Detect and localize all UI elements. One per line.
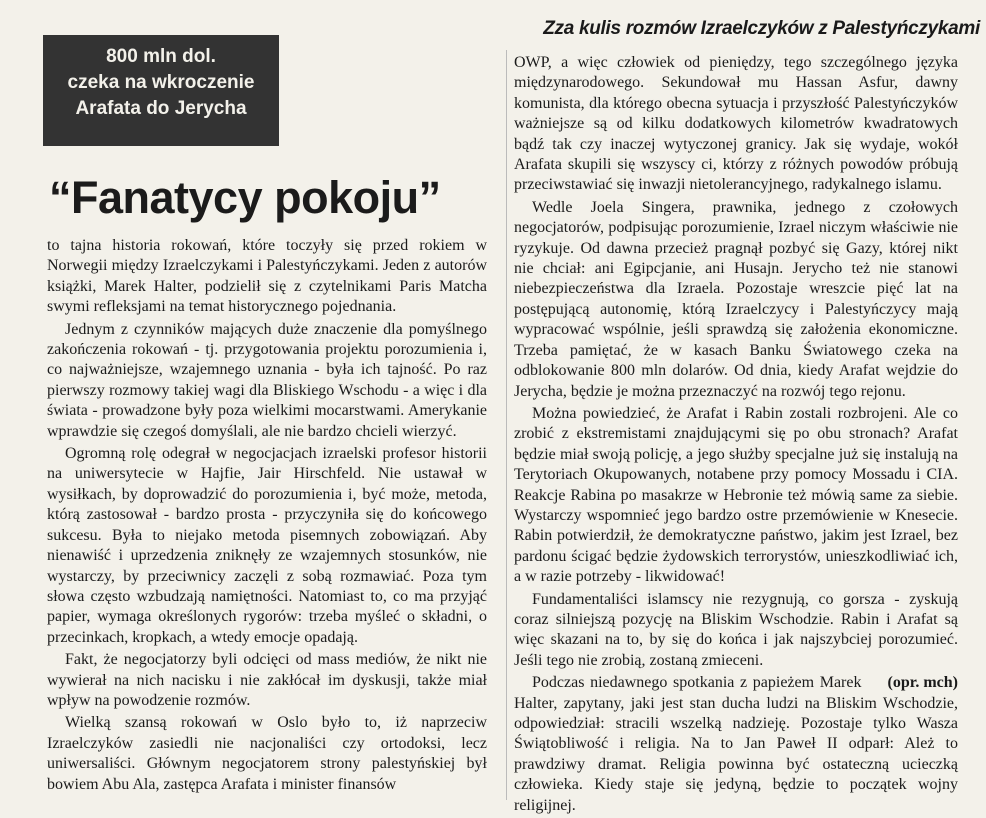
deck-line-1: 800 mln dol. bbox=[106, 46, 216, 67]
paragraph: Fakt, że negocjatorzy byli odcięci od mass mediów, że nikt nie wywierał na nich nacisku i nie zakłócał im dyskusji, także miał wpływ na powodzenie rozmów. bbox=[47, 651, 487, 709]
paragraph: Wielką szansą rokowań w Oslo było to, iż naprzeciw Izraelczyków zasiedli nie nacjonaliści czy ortodoksi, lecz uniwersaliści. Głównym negocjatorem strony palestyńskiej był bowiem Abu Ala, zastępca Arafata i minister finansów bbox=[47, 714, 487, 793]
paragraph: Jednym z czynników mających duże znaczenie dla pomyślnego zakończenia rokowań - tj. przygotowania projektu porozumienia i, co najważniejsze, wzajemnego uznania - była ich tajność. Po raz pierwszy rozmowy takiej wagi dla Bliskiego Wschodu - a więc i dla świata - prowadzone były poza wielkimi mocarstwami. Amerykanie wprawdzie się czegoś domyślali, ale nie bardzo chcieli wierzyć. bbox=[47, 320, 487, 440]
paragraph: Wedle Joela Singera, prawnika, jednego z czołowych negocjatorów, podpisując porozumienie, Izrael niczym właściwie nie ryzykuje. Od dawna przecież pragnął pozbyć się Gazy, której nikt nie chciał: ani Egipcjanie, ani Husajn. Jerycho też nie stanowi niebezpieczeństwa dla Izraela. Pozostaje wreszcie pięć lat na postępującą autonomię, którą Izraelczycy i Palestyńczycy mają wypracować wspólnie, jeśli sprawdzą się założenia ekonomiczne. Trzeba pamiętać, że w kasach Banku Światowego czeka na odblokowanie 800 mln dolarów. Od dnia, kiedy Arafat wejdzie do Jerycha, będzie je można przeznaczyć na rozwój tego rejonu. bbox=[514, 198, 958, 400]
paragraph: Fundamentaliści islamscy nie rezygnują, co gorsza - zyskują coraz silniejszą pozycję na Bliskim Wschodzie. Rabin i Arafat są więc skazani na to, by się do końca i jak najszybciej porozumieć. Jeśli tego nie zrobią, zostaną zmieceni. bbox=[514, 590, 958, 669]
paragraph: to tajna historia rokowań, które toczyły się przed rokiem w Norwegii między Izraelczykami i Palestyńczykami. Jeden z autorów książki, Marek Halter, podzielił się z czytelnikami Paris Matcha swymi refleksjami na temat historycznego pojednania. bbox=[47, 237, 487, 316]
right-column bbox=[514, 53, 958, 818]
signature: (opr. mch) bbox=[887, 674, 958, 692]
deck-line-3: Arafata do Jerycha bbox=[75, 98, 247, 119]
paragraph-text: Podczas niedawnego spotkania z papieżem Marek Halter, zapytany, jaki jest stan ducha ludzi na Bliskim Wschodzie, odpowiedział: stracili wszelką nadzieję. Pozostaje tylko Wasza Świątobliwość i religia. Na to Jan Paweł II odparł: Ależ to prawdziwy dramat. Religia powinna być ostateczną ucieczką człowieka. Kiedy staje się jedyną, będzie to początek wojny religijnej. bbox=[514, 674, 958, 814]
kicker-title: Zza kulis rozmów Izraelczyków z Palestyńczykami bbox=[543, 18, 980, 39]
deck-box bbox=[43, 35, 279, 146]
headline: “Fanatycy pokoju” bbox=[49, 172, 441, 223]
paragraph: Ogromną rolę odegrał w negocjacjach izraelski profesor historii na uniwersytecie w Hajfie, Jair Hirschfeld. Nie ustawał w wysiłkach, by doprowadzić do porozumienia i, być może, metoda, którą zastosował - bardzo prosta - przyczyniła się do końcowego sukcesu. Była to niejako metoda pisemnych zobowiązań. Aby nienawiść i uprzedzenia zniknęły ze wzajemnych stosunków, nie wystarczy, by przeciwnicy zaczęli z sobą rozmawiać. Poza tym słowa często wzbudzają namiętności. Natomiast to, co ma przyjąć papier, wymaga określonych rygorów: trzeba myśleć o składni, o przecinkach, kropkach, a wtedy emocje opadają. bbox=[47, 445, 487, 646]
paragraph bbox=[514, 673, 958, 816]
paragraph: Można powiedzieć, że Arafat i Rabin zostali rozbrojeni. Ale co zrobić z ekstremistami znajdującymi się po obu stronach? Arafat będzie miał swoją policję, a jego służby specjalne już się instalują na Terytoriach Okupowanych, notabene przy pomocy Mossadu i CIA. Reakcje Rabina po masakrze w Hebronie też mówią same za siebie. Wystarczy wspomnieć jego bardzo ostre przemówienie w Knesecie. Rabin potwierdził, że demokratyczne państwo, jakim jest Izrael, bez pardonu ścigać będzie żydowskich terrorystów, unieszkodliwiać ich, a w razie potrzeby - likwidować! bbox=[514, 404, 958, 586]
deck-line-2: czeka na wkroczenie bbox=[67, 72, 255, 93]
column-divider bbox=[506, 50, 507, 800]
left-column bbox=[47, 236, 487, 797]
paragraph: OWP, a więc człowiek od pieniędzy, tego szczególnego języka międzynarodowego. Sekundował mu Hassan Asfur, dawny komunista, dla którego obecna sytuacja i przyszłość Palestyńczyków ważniejsze są od kilku dodatkowych kilometrów kwadratowych bądź tak czy inaczej wytyczonej granicy. Jak się wydaje, wokół Arafata skupili się wszyscy ci, którzy z różnych powodów próbują przeciwstawiać się inwazji nietolerancyjnego, radykalnego islamu. bbox=[514, 54, 958, 194]
